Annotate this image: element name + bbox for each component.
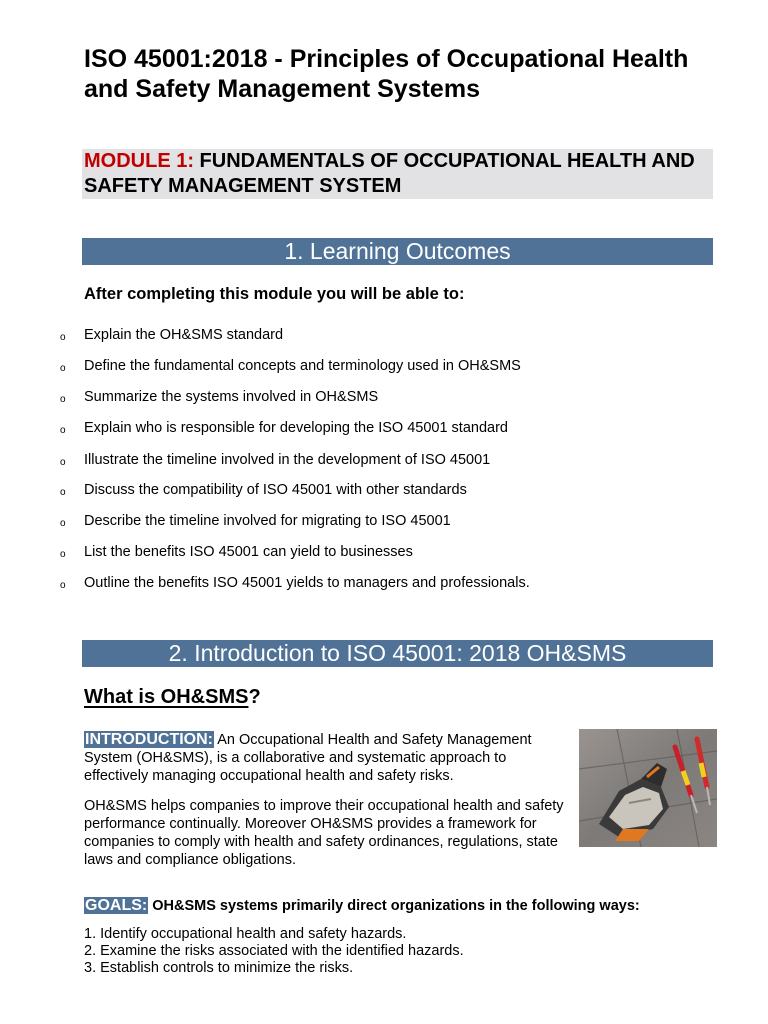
list-item-text: Define the fundamental concepts and terminology used in OH&SMS: [84, 358, 521, 374]
goals-label: GOALS:: [85, 897, 148, 914]
list-item-text: Describe the timeline involved for migrating to ISO 45001: [84, 513, 451, 529]
list-item: 2. Examine the risks associated with the identified hazards.: [84, 943, 464, 959]
list-item-text: Illustrate the timeline involved in the development of ISO 45001: [84, 452, 491, 468]
list-item: [60, 511, 740, 531]
list-item-text: Outline the benefits ISO 45001 yields to managers and professionals.: [84, 575, 530, 591]
bullet-icon: o: [60, 363, 66, 374]
bullet-icon: o: [60, 457, 66, 468]
goals-text: OH&SMS systems primarily direct organizations in the following ways:: [148, 898, 640, 914]
outcomes-lead: After completing this module you will be able to:: [84, 285, 465, 303]
list-item-text: Discuss the compatibility of ISO 45001 with other standards: [84, 482, 467, 498]
subheading-what-is-ohsms: [84, 684, 261, 710]
goals-list: [84, 926, 684, 977]
list-item: [60, 387, 740, 407]
intro-paragraph: [84, 731, 574, 785]
ohsms-paragraph: OH&SMS helps companies to improve their occupational health and safety performance continually. Moreover OH&SMS provides a framework for companies to comply with health and safety ordinances, regulations, state laws and compliance obligations.: [84, 798, 564, 868]
subheading-underlined-text: What is OH&SMS: [84, 686, 249, 708]
module-header: [82, 149, 713, 199]
list-item-text: Explain the OH&SMS standard: [84, 327, 284, 343]
bullet-icon: o: [60, 580, 66, 591]
list-item-text: List the benefits ISO 45001 can yield to businesses: [84, 544, 413, 560]
intro-label: INTRODUCTION:: [85, 731, 213, 748]
list-item: [60, 480, 740, 500]
subheading-suffix: ?: [248, 686, 261, 708]
gloves-and-screwdrivers-photo: [579, 729, 717, 847]
section-heading-learning-outcomes: 1. Learning Outcomes: [82, 238, 713, 265]
document-title: ISO 45001:2018 - Principles of Occupational Health and Safety Management Systems: [84, 45, 689, 103]
intro-text: An Occupational Health and Safety Management System (OH&SMS), is a collaborative and systematic approach to effectively managing occupational health and safety risks.: [84, 732, 532, 784]
list-item: [60, 356, 740, 376]
list-item: [60, 450, 740, 470]
list-item: 1. Identify occupational health and safety hazards.: [84, 926, 407, 942]
bullet-icon: o: [60, 332, 66, 343]
bullet-icon: o: [60, 549, 66, 560]
list-item: [60, 325, 740, 345]
goals-paragraph: [84, 896, 724, 916]
list-item: [60, 573, 740, 593]
list-item-text: Explain who is responsible for developing the ISO 45001 standard: [84, 420, 508, 436]
bullet-icon: o: [60, 394, 66, 405]
list-item: [60, 542, 740, 562]
module-number: MODULE 1:: [84, 150, 194, 172]
bullet-icon: o: [60, 425, 66, 436]
module-heading: [84, 149, 709, 199]
bullet-icon: o: [60, 518, 66, 529]
list-item-text: Summarize the systems involved in OH&SMS: [84, 389, 379, 405]
bullet-icon: o: [60, 487, 66, 498]
list-item: [60, 418, 740, 438]
section-heading-introduction: 2. Introduction to ISO 45001: 2018 OH&SMS: [82, 640, 713, 667]
list-item: 3. Establish controls to minimize the risks.: [84, 960, 354, 976]
module-title: FUNDAMENTALS OF OCCUPATIONAL HEALTH AND SAFETY MANAGEMENT SYSTEM: [84, 150, 695, 197]
